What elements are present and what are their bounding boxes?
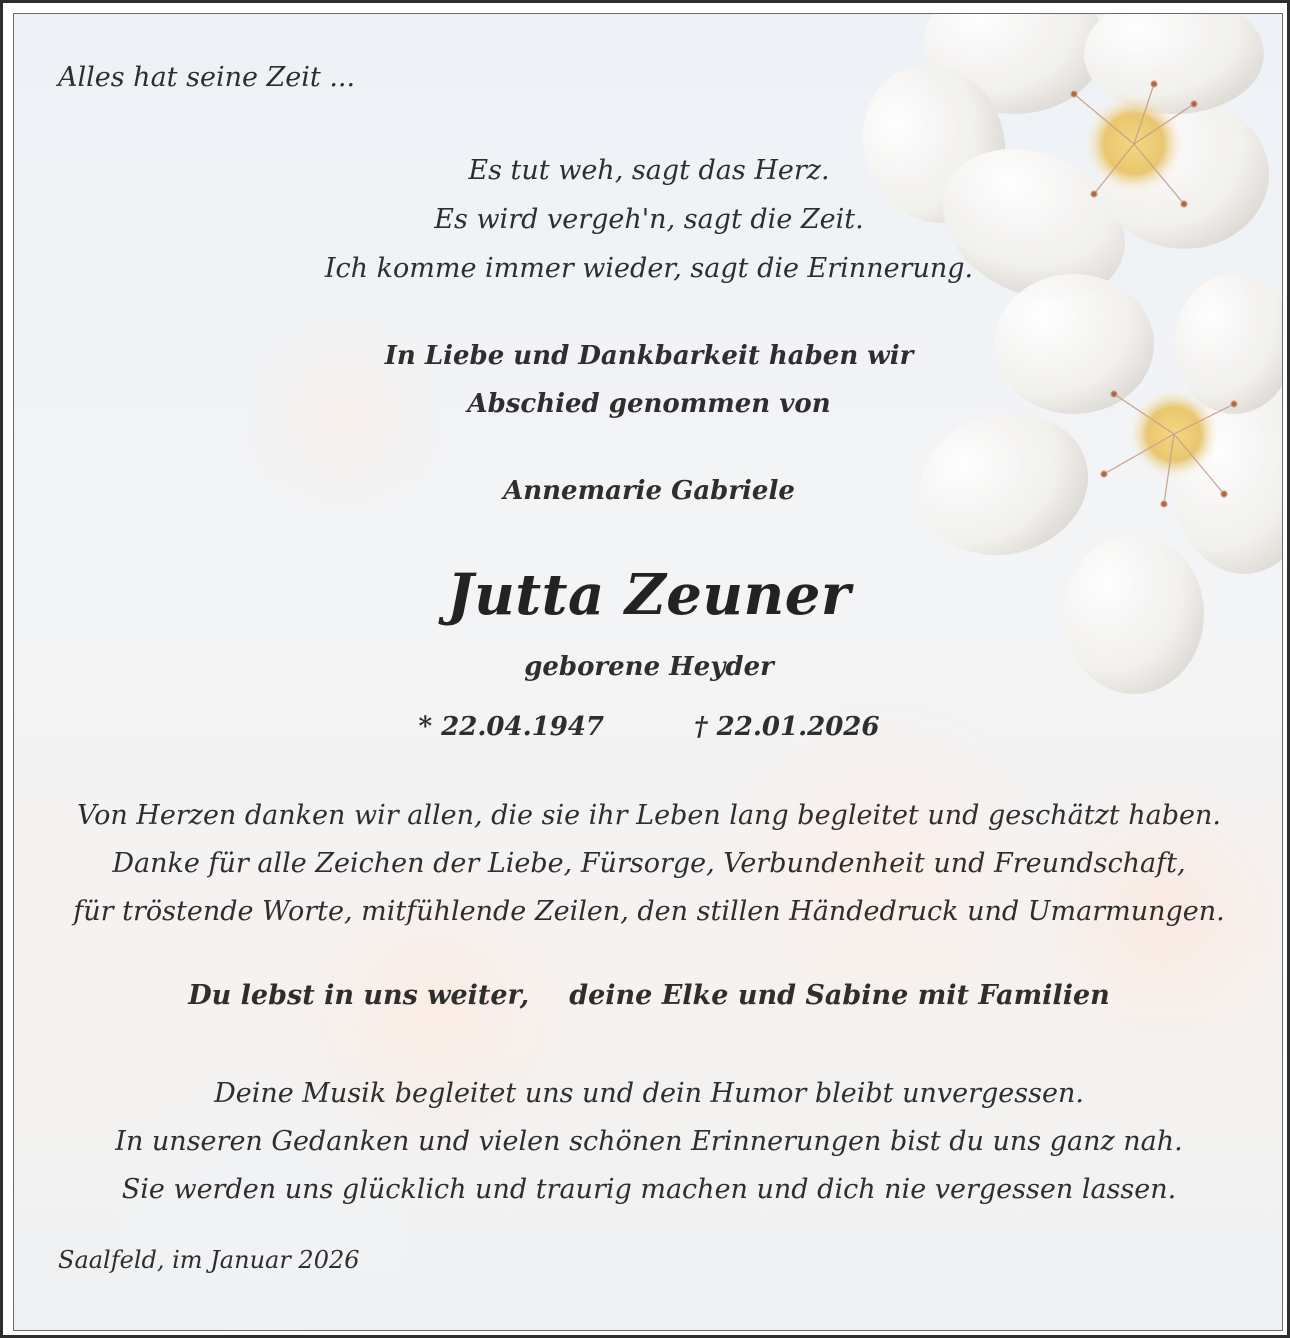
poem-line: Es tut weh, sagt das Herz. [468,155,830,186]
deceased-name: Jutta Zeuner [447,562,851,628]
poem-line: Es wird vergeh'n, sagt die Zeit. [434,204,864,235]
first-names: Annemarie Gabriele [503,476,795,506]
intro [14,332,1283,428]
family-signature: deine Elke und Sabine mit Familien [569,980,1110,1011]
intro-line: Abschied genommen von [467,389,831,419]
born-name: geborene Heyder [524,652,774,682]
thanks-line: Danke für alle Zeichen der Liebe, Fürsorge, Verbundenheit und Freundschaft, [112,848,1186,879]
birth-date: * 22.04.1947 [418,712,604,742]
motto: Alles hat seine Zeit ... [58,62,356,93]
place-date: Saalfeld, im Januar 2026 [58,1246,360,1274]
death-date: † 22.01.2026 [694,712,880,742]
signature [14,980,1283,1011]
farewell-text: Du lebst in uns weiter, [188,980,530,1011]
closing-line: Sie werden uns glücklich und traurig machen und dich nie vergessen lassen. [121,1174,1177,1205]
thanks-line: Von Herzen danken wir allen, die sie ihr Leben lang begleitet und geschätzt haben. [77,800,1221,831]
thanks-text [14,792,1283,936]
poem-line: Ich komme immer wieder, sagt die Erinnerung. [324,253,974,284]
poem [14,146,1283,293]
closing-text [14,1070,1283,1214]
thanks-line: für tröstende Worte, mitfühlende Zeilen, den stillen Händedruck und Umarmungen. [73,896,1225,927]
notice-card [13,13,1283,1331]
life-dates [14,712,1283,742]
closing-line: Deine Musik begleitet uns und dein Humor bleibt unvergessen. [214,1078,1084,1109]
intro-line: In Liebe und Dankbarkeit haben wir [384,341,914,371]
closing-line: In unseren Gedanken und vielen schönen Erinnerungen bist du uns ganz nah. [115,1126,1183,1157]
